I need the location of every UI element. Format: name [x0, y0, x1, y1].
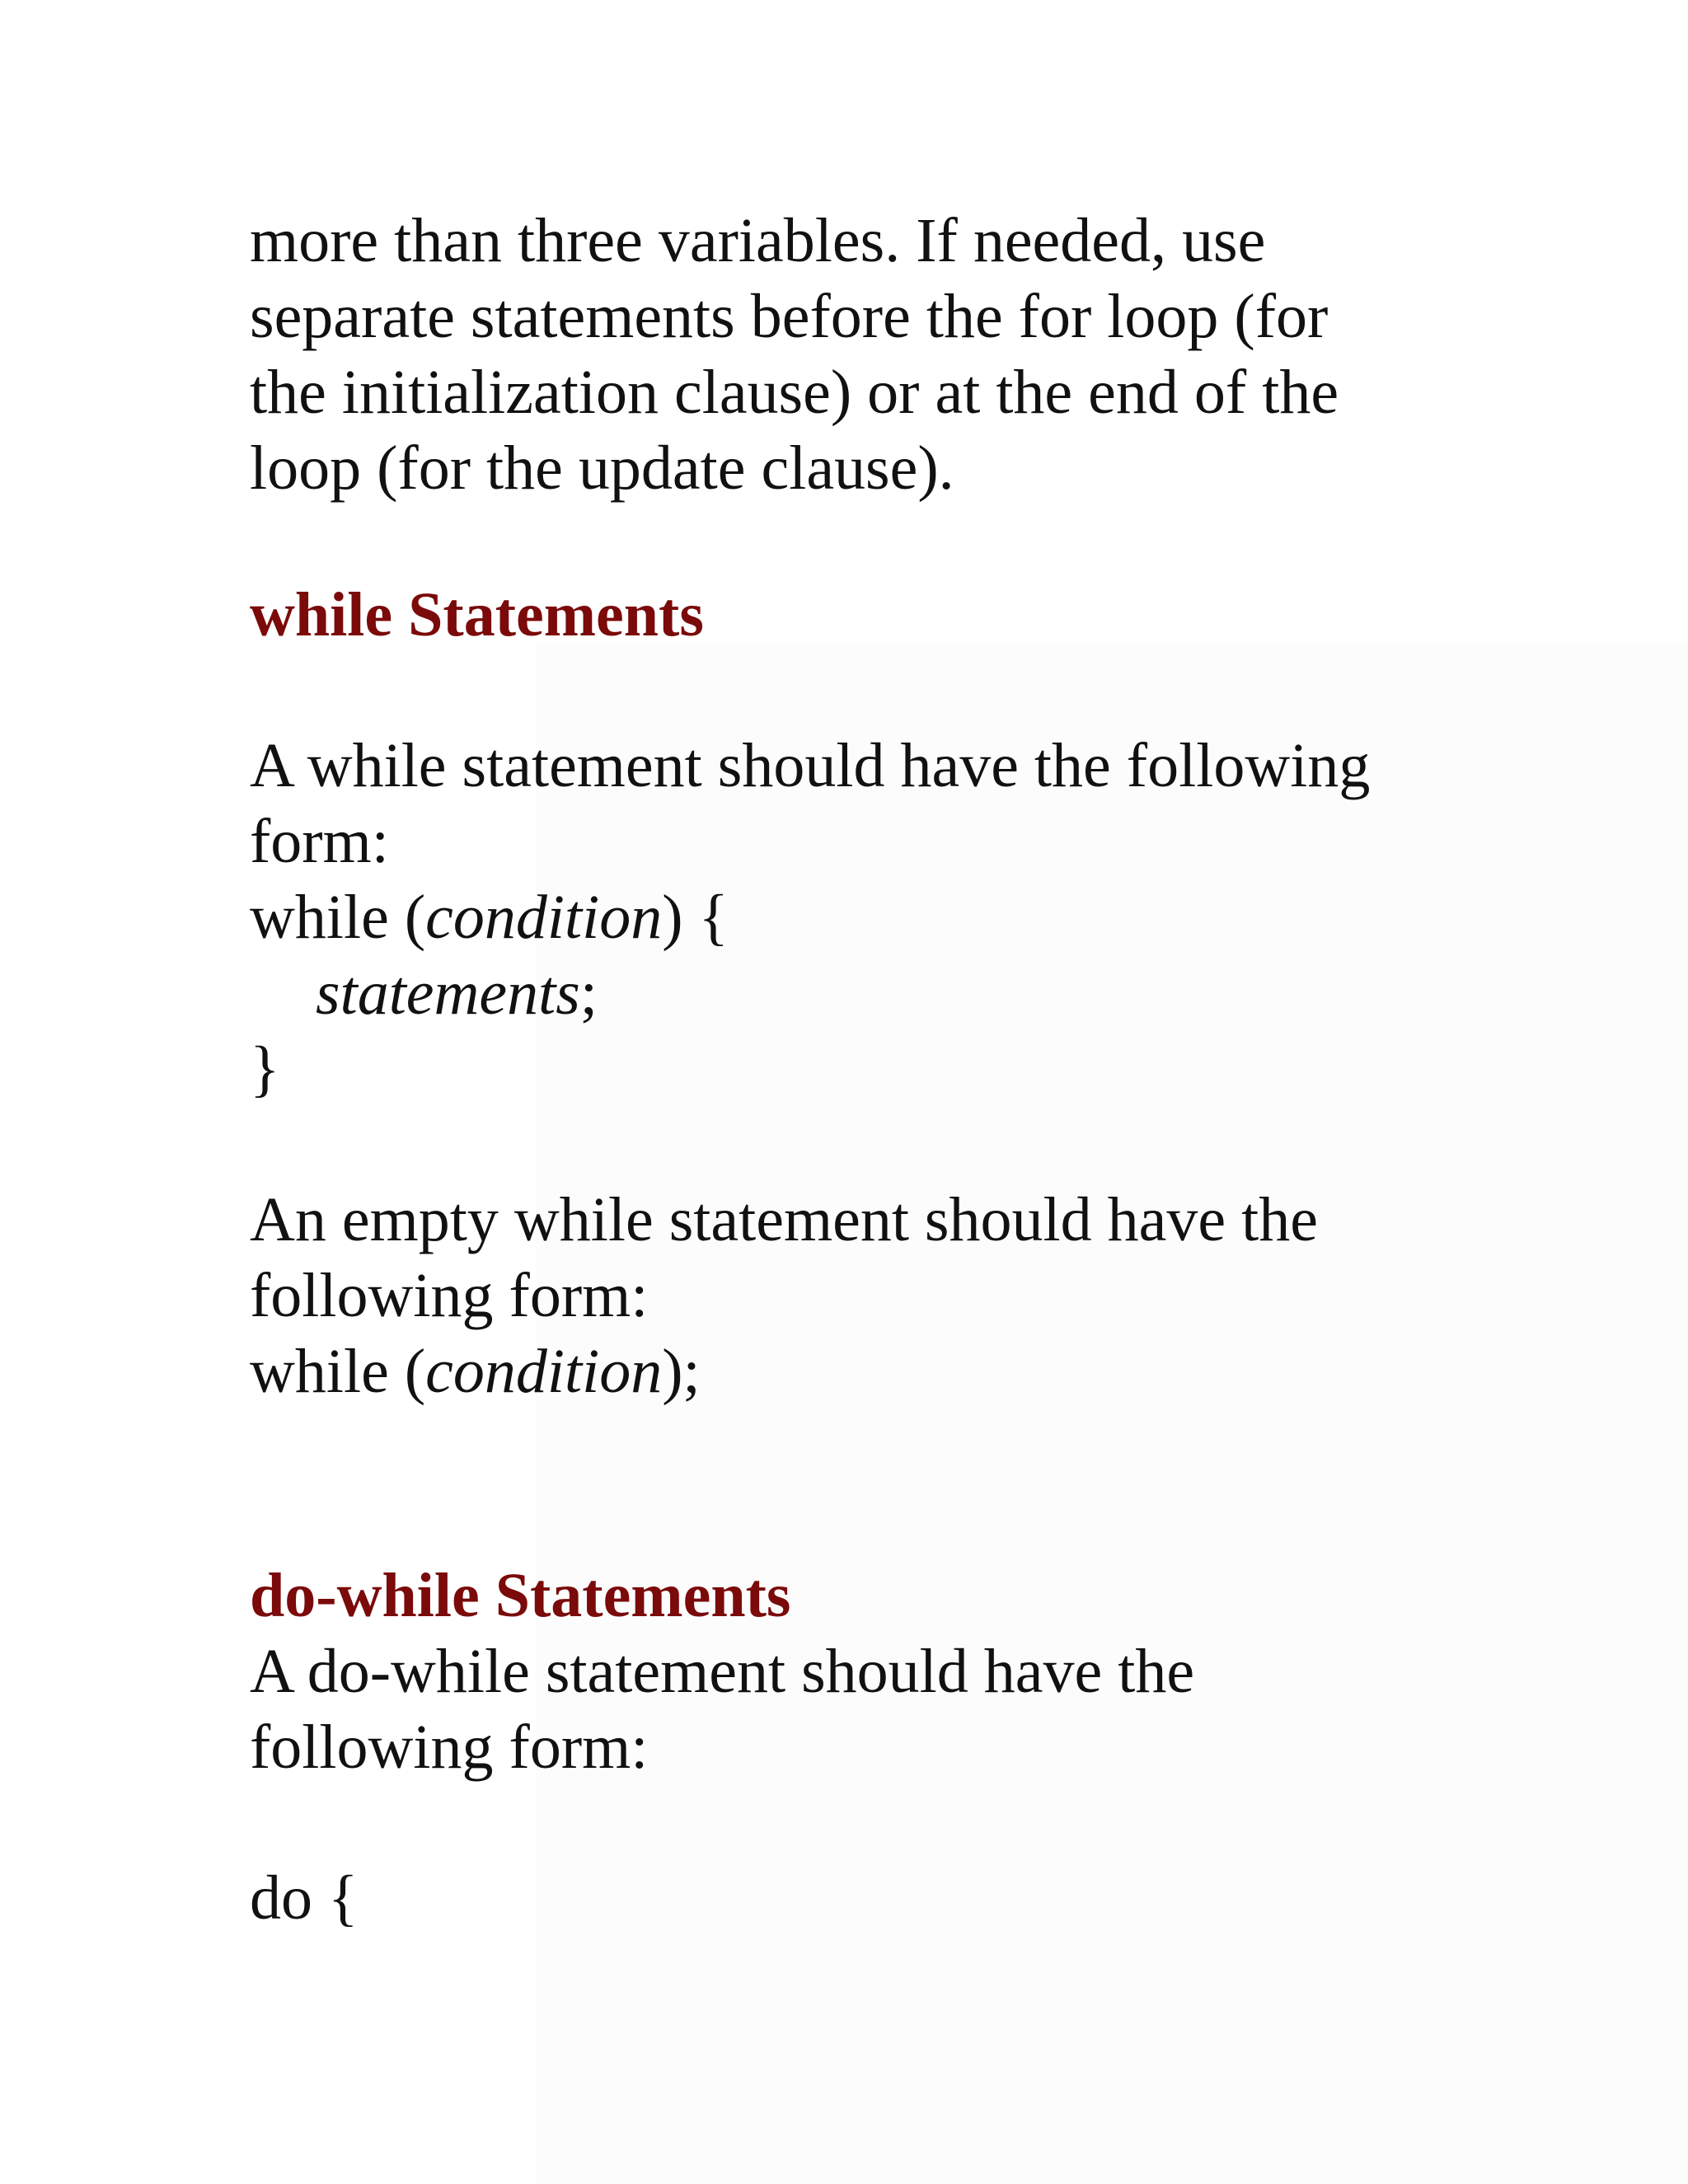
text-line: following form:	[250, 1261, 649, 1330]
code-text: );	[662, 1337, 701, 1406]
text-line: A while statement should have the following	[250, 731, 1371, 800]
text-line: the initialization clause) or at the end of the	[250, 358, 1339, 427]
spacer	[250, 1785, 1536, 1860]
text-line: following form:	[250, 1713, 649, 1782]
text-line: separate statements before the for loop (for	[250, 282, 1329, 351]
code-placeholder: condition	[425, 1337, 663, 1406]
paragraph-empty-while-intro	[250, 1182, 1536, 1333]
code-text: ;	[579, 958, 598, 1028]
code-text: while (	[250, 1337, 426, 1406]
spacer	[250, 1107, 1536, 1182]
spacer	[250, 653, 1536, 728]
code-line	[250, 879, 1536, 955]
section-heading-do-while: do-while Statements	[250, 1561, 791, 1630]
text-line: more than three variables. If needed, use	[250, 206, 1266, 275]
code-text: ) {	[662, 883, 729, 952]
code-block-do-while	[250, 1860, 1536, 1936]
paragraph-for-loop-note	[250, 203, 1536, 506]
code-block-while	[250, 879, 1536, 1107]
paragraph-while-intro	[250, 728, 1536, 879]
code-text: while (	[250, 883, 426, 952]
spacer	[250, 506, 1536, 577]
code-line: do {	[250, 1863, 359, 1933]
section-heading-while: while Statements	[250, 580, 704, 649]
text-line: loop (for the update clause).	[250, 434, 954, 503]
document-content	[250, 203, 1536, 1936]
text-line: A do-while statement should have the	[250, 1637, 1195, 1706]
code-line: }	[250, 1034, 280, 1104]
text-line: An empty while statement should have the	[250, 1185, 1318, 1254]
text-line: form:	[250, 807, 389, 876]
code-placeholder: statements	[316, 958, 580, 1028]
spacer	[250, 1409, 1536, 1558]
code-placeholder: condition	[425, 883, 663, 952]
code-line	[250, 955, 1536, 1031]
code-block-empty-while	[250, 1333, 1536, 1409]
paragraph-do-while-intro	[250, 1633, 1536, 1785]
code-line	[250, 1333, 1536, 1409]
